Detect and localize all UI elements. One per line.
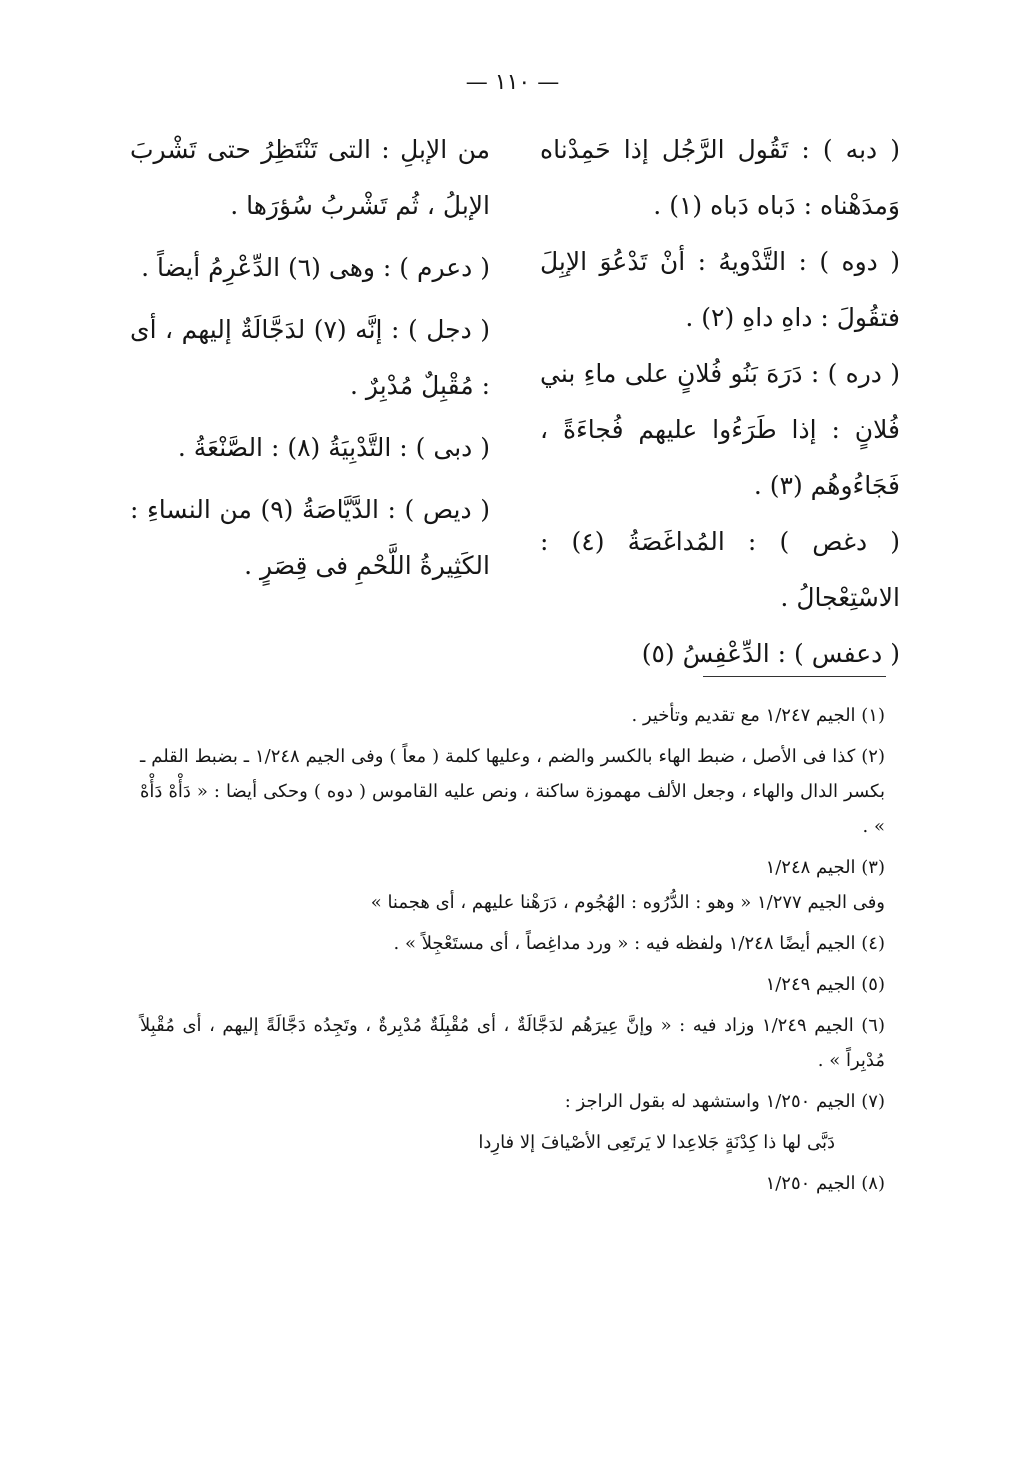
entry-dawah: ( دوه ) : التَّدْويهُ : أنْ تَدْعُوَ الإبِلَ فتقُولَ : داهِ داهِ (٢) . — [540, 247, 900, 332]
footnote-8: (٨) الجيم ١/٢٥٠ — [765, 1173, 885, 1194]
footnote-5: (٥) الجيم ١/٢٤٩ — [765, 974, 885, 995]
footnote-divider — [703, 676, 886, 677]
entry-dabah: ( دبه ) : تَقُول الرَّجُل إذا حَمِدْناه وَمدَهْناه : دَباه دَباه (١) . — [540, 135, 900, 220]
footnote-3-continuation: وفى الجيم ١/٢٧٧ « وهو : الدُّرُوه : الهُجُوم ، دَرَهْنا عليهم ، أى هجمنا » — [370, 892, 885, 913]
main-text-columns — [130, 122, 900, 668]
entry-dajal: ( دجل ) : إنَّه (٧) لدَجَّالَةٌ إليهم ، أى : مُقْبِلٌ مُدْبِرٌ . — [130, 315, 490, 400]
page-number: — ١١٠ — — [465, 70, 560, 95]
footnote-6: (٦) الجيم ١/٢٤٩ وزاد فيه : « وإنَّ عِيرَهُم لدَجَّالَةٌ ، أى مُقْبِلَةٌ مُدْبِرةٌ ، وتَجِدُه دَجَّالَةً إليهم ، أى مُقْبِلاً مُدْبِراً » . — [140, 1015, 885, 1071]
footnote-1: (١) الجيم ١/٢٤٧ مع تقديم وتأخير . — [631, 705, 885, 726]
right-column — [540, 122, 900, 682]
footnote-2: (٢) كذا فى الأصل ، ضبط الهاء بالكسر والضم ، وعليها كلمة ( معاً ) وفى الجيم ١/٢٤٨ ـ بضبط القلم ـ بكسر الدال والهاء ، وجعل الألف مهموزة ساكنة ، ونص عليه القاموس ( دوه ) وحكى أيضا : « دَأْهْ دَأْهْ » . — [140, 746, 885, 837]
left-column — [130, 122, 490, 600]
footnote-4: (٤) الجيم أيضًا ١/٢٤٨ ولفظه فيه : « ورد مداغِصاً ، أى مستَعْجِلاً » . — [393, 933, 885, 954]
entry-da3fas-continued: من الإبلِ : التى تَنْتَظِرُ حتى تَشْربَ الإبلُ ، ثُم تَشْربُ سُؤرَها . — [130, 135, 490, 220]
footnote-7-verse: دَبَّى لها ذا كِدْنَةٍ جَلاعِدا لا يَرتَعِى الأصْيافَ إلا فارِدا — [478, 1132, 835, 1153]
entry-darah: ( دره ) : دَرَهَ بَنُو فُلانٍ على ماءِ بني فُلانٍ : إذا طَرَءُوا عليهم فُجاءَةً ، فَجَاءُوهُم (٣) . — [540, 359, 900, 500]
entry-daghas: ( دغص ) : المُداغَصَةُ (٤) : الاسْتِعْجالُ . — [540, 527, 900, 612]
footnotes-section — [140, 698, 885, 1207]
entry-da3fas: ( دعفس ) : الدِّعْفِسُ (٥) — [641, 639, 900, 668]
entry-da3ram: ( دعرم ) : وهى (٦) الدِّعْرِمُ أيضاً . — [141, 253, 490, 282]
footnote-7: (٧) الجيم ١/٢٥٠ واستشهد له بقول الراجز : — [564, 1091, 885, 1112]
entry-dayas: ( ديص ) : الدَّيَّاصَةُ (٩) من النساءِ : الكَثِيرةُ اللَّحْمِ فى قِصَرٍ . — [130, 495, 490, 580]
entry-daba: ( دبى ) : التَّدْبِيَةُ (٨) : الصَّنْعَةُ . — [177, 433, 490, 462]
footnote-3: (٣) الجيم ١/٢٤٨ — [765, 857, 885, 878]
